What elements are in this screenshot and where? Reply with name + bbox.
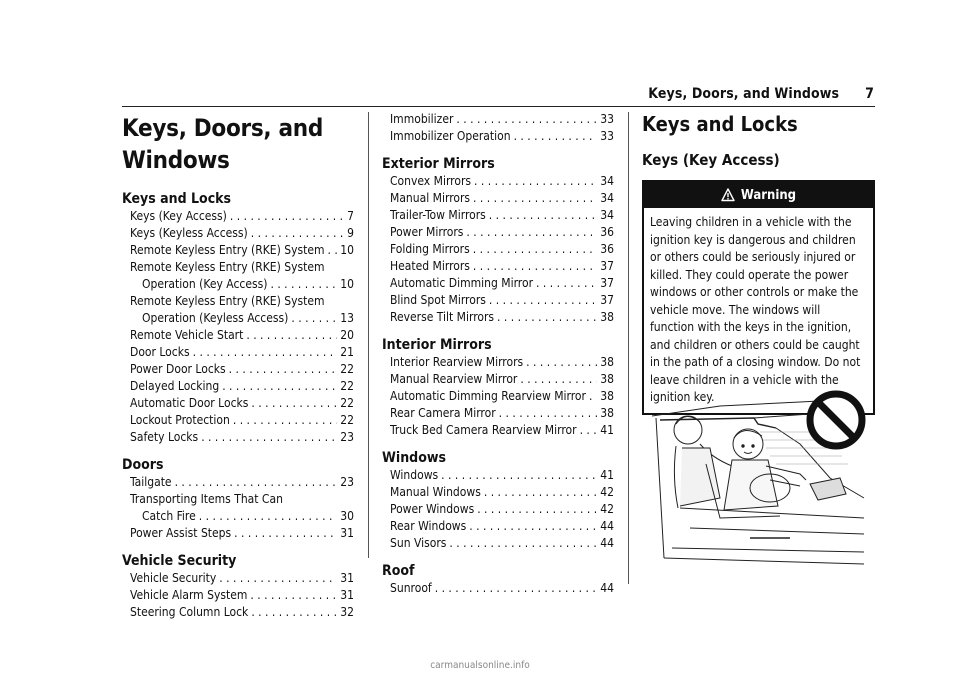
toc-entry-title: Interior Rearview Mirrors xyxy=(390,355,524,369)
header-rule xyxy=(122,106,875,107)
toc-entry-page: 22 xyxy=(340,362,354,376)
toc-entry-row xyxy=(390,388,614,405)
toc-entry-page: 38 xyxy=(600,310,614,324)
toc-leader-dots xyxy=(489,292,597,309)
toc-entry-row xyxy=(130,242,354,259)
toc-leader-dots xyxy=(484,484,597,501)
toc-leader-dots xyxy=(199,508,338,525)
toc-leader-dots xyxy=(246,327,337,344)
toc-entry xyxy=(122,327,354,344)
toc-entry-row xyxy=(390,128,614,145)
toc-entry xyxy=(382,111,614,128)
toc-entry-row xyxy=(390,354,614,371)
toc-entry-page: 23 xyxy=(340,475,354,489)
toc-entry xyxy=(122,344,354,361)
toc-entry xyxy=(122,378,354,395)
toc-entry-title: Safety Locks xyxy=(130,430,199,444)
toc-entry-title: Convex Mirrors xyxy=(390,174,471,188)
children-in-vehicle-illustration xyxy=(650,388,866,566)
toc-entry-page: 22 xyxy=(340,379,354,393)
toc-entry xyxy=(382,309,614,326)
toc-entry-title: Transporting Items That Can xyxy=(130,492,283,506)
toc-entry-title: Automatic Dimming Mirror xyxy=(390,276,534,290)
toc-entry-page: 42 xyxy=(600,485,614,499)
toc-entry-row xyxy=(390,207,614,224)
toc-entry-row xyxy=(390,111,614,128)
toc-entry-row xyxy=(390,535,614,552)
toc-entry-page: 44 xyxy=(600,581,614,595)
toc-entry-page: 41 xyxy=(600,468,614,482)
toc-entry xyxy=(122,361,354,378)
toc-entry-title: Vehicle Alarm System xyxy=(130,588,248,602)
toc-entry-row xyxy=(390,190,614,207)
toc-entry-page: 36 xyxy=(600,225,614,239)
toc-entry-row xyxy=(130,587,354,604)
toc-entry xyxy=(382,422,614,439)
toc-leader-dots xyxy=(222,378,337,395)
toc-entry-row xyxy=(130,310,354,327)
toc-leader-dots xyxy=(233,412,337,429)
toc-entry xyxy=(382,354,614,371)
toc-entry xyxy=(382,241,614,258)
toc-entry-title-cont: Catch Fire xyxy=(142,509,196,523)
toc-entry-row xyxy=(390,292,614,309)
toc-entry-page: 32 xyxy=(340,605,354,619)
toc-leader-dots xyxy=(474,173,597,190)
page-number: 7 xyxy=(865,86,874,102)
toc-leader-dots xyxy=(251,604,337,621)
toc-entry xyxy=(382,292,614,309)
toc-entry xyxy=(122,570,354,587)
toc-entry-row xyxy=(130,208,354,225)
toc-entry-title: Truck Bed Camera Rearview Mirror xyxy=(390,423,577,437)
toc-entry-row xyxy=(390,422,614,439)
toc-entry-row xyxy=(130,361,354,378)
toc-entry-title: Sun Visors xyxy=(390,536,447,550)
toc-entry-page: 7 xyxy=(347,209,354,223)
chapter-title: Keys, Doors, and Windows xyxy=(122,114,324,174)
toc-entry-page: 38 xyxy=(600,355,614,369)
toc-entry-page: 37 xyxy=(600,259,614,273)
toc-leader-dots xyxy=(526,354,597,371)
prohibition-sign-icon xyxy=(810,394,862,446)
toc-entry-page: 36 xyxy=(600,242,614,256)
toc-list-vehicle-security xyxy=(122,570,354,621)
column-divider-2 xyxy=(628,112,629,584)
keys-key-access-heading: Keys (Key Access) xyxy=(642,151,780,169)
warning-box xyxy=(642,180,875,415)
toc-entry-row xyxy=(390,405,614,422)
toc-leader-dots xyxy=(270,276,337,293)
toc-entry-title: Door Locks xyxy=(130,345,190,359)
toc-entry xyxy=(382,190,614,207)
toc-entry-title: Immobilizer Operation xyxy=(390,129,511,143)
toc-entry-title: Sunroof xyxy=(390,581,432,595)
toc-entry-row xyxy=(130,508,354,525)
toc-entry-row xyxy=(130,276,354,293)
toc-leader-dots xyxy=(469,518,597,535)
toc-entry xyxy=(382,535,614,552)
toc-entry-row xyxy=(130,378,354,395)
toc-leader-dots xyxy=(230,208,344,225)
toc-leader-dots xyxy=(536,275,597,292)
toc-list-windows xyxy=(382,467,614,552)
toc-entry-page: 9 xyxy=(347,226,354,240)
toc-leader-dots xyxy=(250,587,337,604)
toc-entry-title-cont: Operation (Key Access) xyxy=(142,277,268,291)
toc-column-1 xyxy=(122,112,354,621)
toc-leader-dots xyxy=(251,225,344,242)
toc-entry-title: Power Assist Steps xyxy=(130,526,232,540)
section-title-doors: Doors xyxy=(122,457,164,473)
toc-entry xyxy=(122,293,354,327)
toc-entry-page: 34 xyxy=(600,174,614,188)
toc-entry-title: Manual Rearview Mirror xyxy=(390,372,518,386)
toc-leader-dots xyxy=(489,207,597,224)
toc-entry-page: 42 xyxy=(600,502,614,516)
toc-entry-title: Power Door Locks xyxy=(130,362,226,376)
toc-entry-title: Heated Mirrors xyxy=(390,259,470,273)
toc-entry xyxy=(382,405,614,422)
toc-leader-dots xyxy=(499,405,598,422)
toc-entry xyxy=(122,208,354,225)
toc-entry-page: 37 xyxy=(600,293,614,307)
toc-entry xyxy=(382,580,614,597)
toc-entry xyxy=(122,395,354,412)
toc-entry-row xyxy=(390,258,614,275)
toc-entry xyxy=(122,429,354,446)
toc-entry-page: 20 xyxy=(340,328,354,342)
toc-entry-page: 31 xyxy=(340,571,354,585)
toc-entry-row xyxy=(130,225,354,242)
toc-entry-page: 31 xyxy=(340,588,354,602)
toc-leader-dots xyxy=(449,535,597,552)
toc-leader-dots xyxy=(473,258,597,275)
toc-entry xyxy=(122,225,354,242)
toc-entry xyxy=(382,207,614,224)
toc-entry-page: 38 xyxy=(600,372,614,386)
toc-list-interior-mirrors xyxy=(382,354,614,439)
toc-entry-title: Immobilizer xyxy=(390,112,454,126)
toc-entry-page: 22 xyxy=(340,396,354,410)
section-title-windows: Windows xyxy=(382,450,446,466)
toc-entry-row xyxy=(130,604,354,621)
toc-entry-row xyxy=(130,570,354,587)
toc-leader-dots xyxy=(234,525,337,542)
toc-entry-page: 21 xyxy=(340,345,354,359)
toc-entry-title: Vehicle Security xyxy=(130,571,217,585)
toc-list-vehicle-security-cont xyxy=(382,111,614,145)
toc-list-keys-and-locks xyxy=(122,208,354,446)
toc-entry-row xyxy=(130,474,354,491)
toc-entry-title: Trailer-Tow Mirrors xyxy=(390,208,486,222)
toc-leader-dots xyxy=(497,309,597,326)
column-divider-1 xyxy=(368,112,369,558)
section-title-roof: Roof xyxy=(382,563,415,579)
toc-entry xyxy=(382,371,614,388)
toc-entry-page: 10 xyxy=(340,243,354,257)
toc-entry xyxy=(122,491,354,525)
toc-entry-row xyxy=(390,241,614,258)
toc-entry-row xyxy=(130,395,354,412)
toc-entry-row xyxy=(390,309,614,326)
toc-entry-row xyxy=(390,173,614,190)
section-title-interior-mirrors: Interior Mirrors xyxy=(382,337,492,353)
toc-leader-dots xyxy=(435,580,598,597)
toc-leader-dots xyxy=(441,467,597,484)
toc-entry-title: Lockout Protection xyxy=(130,413,230,427)
toc-entry-page: 34 xyxy=(600,191,614,205)
toc-entry-page: 44 xyxy=(600,536,614,550)
running-header xyxy=(648,86,874,102)
toc-entry-row xyxy=(390,484,614,501)
toc-entry-row xyxy=(130,429,354,446)
running-header-title: Keys, Doors, and Windows xyxy=(648,86,840,102)
toc-leader-dots xyxy=(580,422,598,439)
toc-entry-title: Manual Windows xyxy=(390,485,481,499)
toc-entry-title: Keys (Keyless Access) xyxy=(130,226,248,240)
section-title-exterior-mirrors: Exterior Mirrors xyxy=(382,156,495,172)
warning-triangle-icon xyxy=(721,188,735,202)
toc-entry-page: 44 xyxy=(600,519,614,533)
toc-entry xyxy=(382,501,614,518)
toc-leader-dots xyxy=(201,429,337,446)
toc-leader-dots xyxy=(473,241,598,258)
toc-leader-dots xyxy=(328,242,338,259)
toc-entry xyxy=(122,259,354,293)
toc-entry-row xyxy=(130,327,354,344)
toc-leader-dots xyxy=(291,310,337,327)
toc-entry-page: 38 xyxy=(600,389,614,403)
toc-entry-row xyxy=(390,275,614,292)
toc-entry xyxy=(382,258,614,275)
toc-entry-title: Automatic Door Locks xyxy=(130,396,249,410)
section-title-keys-and-locks: Keys and Locks xyxy=(122,191,232,207)
toc-entry-title: Windows xyxy=(390,468,439,482)
warning-text: Leaving children in a vehicle with the ignition key is dangerous and children or others could be seriously injured or killed. They could operate the power windows or other controls or make the vehicle move. The windows will function with the keys in the ignition, and children or others could be caught in the path of a closing window. Do not leave children in a vehicle with the ignition key. xyxy=(650,215,861,404)
keys-and-locks-heading: Keys and Locks xyxy=(642,112,798,136)
toc-leader-dots xyxy=(466,224,597,241)
toc-column-2 xyxy=(382,111,614,597)
toc-entry-page: 31 xyxy=(340,526,354,540)
toc-list-roof xyxy=(382,580,614,597)
toc-entry-title: Steering Column Lock xyxy=(130,605,249,619)
toc-entry-row xyxy=(130,412,354,429)
toc-entry-title: Rear Windows xyxy=(390,519,467,533)
toc-entry-title: Keys (Key Access) xyxy=(130,209,227,223)
section-title-vehicle-security: Vehicle Security xyxy=(122,553,237,569)
toc-leader-dots xyxy=(514,128,598,145)
toc-entry xyxy=(122,412,354,429)
toc-entry-row xyxy=(390,501,614,518)
toc-entry xyxy=(122,474,354,491)
toc-entry-title-cont: Operation (Keyless Access) xyxy=(142,311,289,325)
toc-entry-title: Reverse Tilt Mirrors xyxy=(390,310,495,324)
toc-entry-title: Tailgate xyxy=(130,475,172,489)
toc-leader-dots xyxy=(473,190,597,207)
warning-label: Warning xyxy=(740,187,797,203)
toc-entry xyxy=(382,224,614,241)
toc-entry-title: Power Mirrors xyxy=(390,225,464,239)
toc-entry xyxy=(382,518,614,535)
toc-entry-title: Remote Keyless Entry (RKE) System xyxy=(130,260,325,274)
toc-entry-title: Blind Spot Mirrors xyxy=(390,293,486,307)
toc-entry xyxy=(122,604,354,621)
toc-entry-title: Folding Mirrors xyxy=(390,242,470,256)
toc-entry-title: Rear Camera Mirror xyxy=(390,406,496,420)
toc-leader-dots xyxy=(175,474,338,491)
toc-entry xyxy=(382,484,614,501)
toc-entry xyxy=(382,275,614,292)
toc-leader-dots xyxy=(229,361,338,378)
toc-entry-page: 41 xyxy=(600,423,614,437)
toc-entry-title: Manual Mirrors xyxy=(390,191,471,205)
footer-watermark: carmanualsonline.info xyxy=(430,660,530,671)
toc-entry-page: 22 xyxy=(340,413,354,427)
toc-entry-page: 10 xyxy=(340,277,354,291)
toc-entry-row xyxy=(130,344,354,361)
toc-entry-page: 37 xyxy=(600,276,614,290)
toc-entry-row xyxy=(390,580,614,597)
toc-entry-page: 30 xyxy=(340,509,354,523)
toc-entry-row xyxy=(390,518,614,535)
toc-entry-row xyxy=(390,467,614,484)
toc-leader-dots xyxy=(251,395,337,412)
toc-entry xyxy=(122,587,354,604)
toc-entry-title: Remote Keyless Entry (RKE) System xyxy=(130,294,325,308)
warning-header xyxy=(644,182,873,208)
toc-entry-page: 33 xyxy=(600,129,614,143)
toc-entry xyxy=(122,242,354,259)
toc-leader-dots xyxy=(193,344,338,361)
toc-list-exterior-mirrors xyxy=(382,173,614,326)
toc-entry-page: 38 xyxy=(600,406,614,420)
toc-leader-dots xyxy=(456,111,597,128)
toc-entry xyxy=(382,467,614,484)
toc-entry-title: Automatic Dimming Rearview Mirror xyxy=(390,389,586,403)
toc-leader-dots xyxy=(477,501,597,518)
toc-entry-row xyxy=(130,525,354,542)
toc-entry xyxy=(122,525,354,542)
toc-entry-page: 34 xyxy=(600,208,614,222)
toc-leader-dots xyxy=(520,371,597,388)
toc-entry-page: 13 xyxy=(340,311,354,325)
toc-entry-row xyxy=(390,224,614,241)
toc-entry xyxy=(382,173,614,190)
toc-entry-page: 33 xyxy=(600,112,614,126)
toc-leader-dots xyxy=(589,388,597,405)
content-column xyxy=(642,112,875,415)
toc-entry-page: 23 xyxy=(340,430,354,444)
toc-leader-dots xyxy=(219,570,337,587)
toc-entry xyxy=(382,388,614,405)
toc-entry xyxy=(382,128,614,145)
toc-entry-title: Remote Vehicle Start xyxy=(130,328,244,342)
toc-entry-title: Power Windows xyxy=(390,502,475,516)
toc-entry-title: Delayed Locking xyxy=(130,379,220,393)
toc-entry-row xyxy=(390,371,614,388)
toc-entry-title: Remote Keyless Entry (RKE) System xyxy=(130,243,325,257)
toc-list-doors xyxy=(122,474,354,542)
